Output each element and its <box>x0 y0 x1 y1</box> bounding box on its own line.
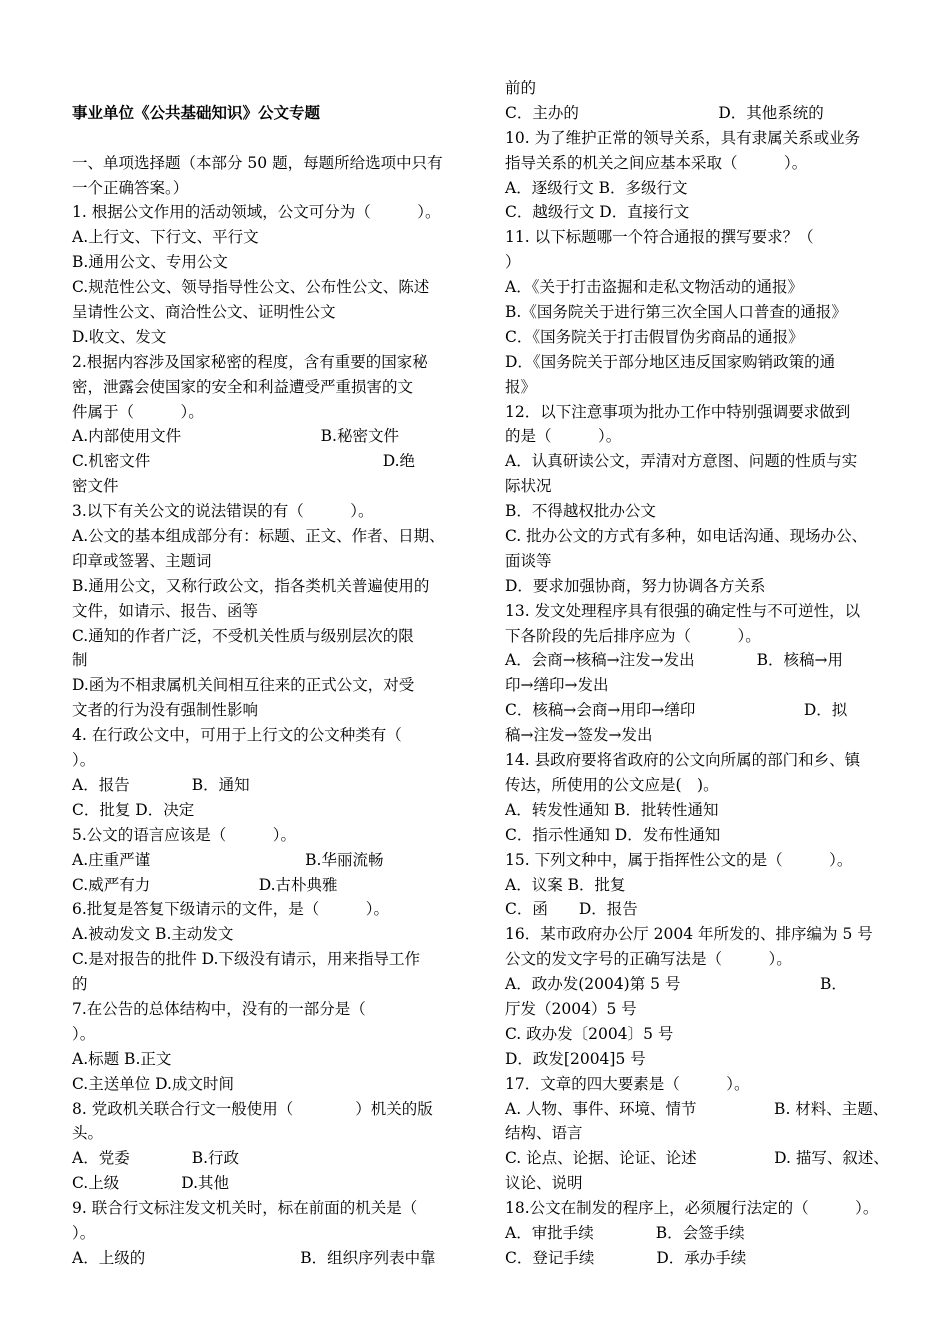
text-line: D．《国务院关于部分地区违反国家购销政策的通 <box>505 352 836 371</box>
text-line: C. 政办发〔2004〕5 号 <box>505 1024 674 1043</box>
text-line: A. 人物、事件、环境、情节 B. 材料、主题、 <box>505 1099 889 1118</box>
text-line: 议论、说明 <box>505 1174 583 1193</box>
text-line: 文件，如请示、报告、函等 <box>72 601 259 620</box>
text-line: 面谈等 <box>505 551 552 570</box>
text-line: 4. 在行政公文中，可用于上行文的公文种类有（ <box>72 726 402 745</box>
text-line: 的 <box>72 975 88 994</box>
text-line: 传达，所使用的公文应是( )。 <box>505 775 719 794</box>
text-line: C. 批办公文的方式有多种，如电话沟通、现场办公、 <box>505 527 868 546</box>
text-line <box>72 76 450 101</box>
text-line: 12．以下注意事项为批办工作中特别强调要求做到 <box>505 402 851 421</box>
text-line: 的是（ ）。 <box>505 427 622 446</box>
text-line: 前的 <box>505 79 537 97</box>
text-line: 9. 联合行文标注发文机关时，标在前面的机关是（ <box>72 1199 418 1218</box>
text-line: 印→缮印→发出 <box>505 676 609 695</box>
text-line: 报》 <box>505 377 537 396</box>
text-line: C．批复 D．决定 <box>72 800 195 819</box>
text-line: C.上级 D.其他 <box>72 1174 230 1193</box>
text-line: 结构、语言 <box>505 1124 583 1143</box>
text-line: 密，泄露会使国家的安全和利益遭受严重损害的文 <box>72 377 414 396</box>
text-line: 呈请性公文、商洽性公文、证明性公文 <box>72 303 336 322</box>
text-line: A．会商→核稿→注发→发出 B．核稿→用 <box>505 651 844 670</box>
text-line: A．审批手续 B．会签手续 <box>505 1223 745 1242</box>
text-line: C.规范性公文、领导指导性公文、公布性公文、陈述 <box>72 278 430 297</box>
text-line: B．不得越权批办公文 <box>505 502 656 521</box>
text-line: 印章或签署、主题词 <box>72 551 212 570</box>
text-line: A.庄重严谨 B.华丽流畅 <box>72 850 384 869</box>
text-line: 密文件 <box>72 477 119 496</box>
text-line: 3.以下有关公文的说法错误的有（ ）。 <box>72 502 374 521</box>
text-line: A.内部使用文件 B.秘密文件 <box>72 427 399 446</box>
text-line: 16．某市政府办公厅 2004 年所发的、排序编为 5 号 <box>505 925 873 944</box>
text-line: A．转发性通知 B．批转性通知 <box>505 800 719 819</box>
text-line: C. 论点、论据、论证、论述 D. 描写、叙述、 <box>505 1149 889 1168</box>
text-line: D.收文、发文 <box>72 327 167 346</box>
text-line: 稿→注发→签发→发出 <box>505 726 653 745</box>
text-line: A．报告 B．通知 <box>72 775 250 794</box>
text-line: 13. 发文处理程序具有很强的确定性与不可逆性，以 <box>505 601 861 620</box>
text-line: ） <box>505 253 521 272</box>
text-line: D.函为不相隶属机关间相互往来的正式公文，对受 <box>72 676 415 695</box>
text-line: 10. 为了维护正常的领导关系，具有隶属关系或业务 <box>505 128 861 147</box>
text-line: 一个正确答案。） <box>72 178 189 197</box>
text-line: C.威严有力 D.古朴典雅 <box>72 875 338 894</box>
text-line: C．指示性通知 D．发布性通知 <box>505 825 721 844</box>
text-line: A.标题 B.正文 <box>72 1049 172 1068</box>
text-line: 11. 以下标题哪一个符合通报的撰写要求？（ <box>505 228 814 247</box>
text-line: 14. 县政府要将省政府的公文向所属的部门和乡、镇 <box>505 751 861 770</box>
text-line: C．主办的 D．其他系统的 <box>505 103 824 122</box>
text-line: 件属于（ ）。 <box>72 402 204 421</box>
text-line: A.公文的基本组成部分有：标题、正文、作者、日期、 <box>72 527 445 546</box>
text-line: C.机密文件 D.绝 <box>72 452 416 471</box>
text-line: C．登记手续 D．承办手续 <box>505 1248 747 1267</box>
text-line: A．议案 B．批复 <box>505 875 626 894</box>
text-line: 际状况 <box>505 477 552 496</box>
text-line: A．政办发(2004)第 5 号 B． <box>505 975 847 994</box>
text-line: 下各阶段的先后排序应为（ ）。 <box>505 626 761 645</box>
text-line: C.是对报告的批件 D.下级没有请示，用来指导工作 <box>72 950 420 969</box>
text-line: B.《国务院关于进行第三次全国人口普查的通报》 <box>505 303 847 322</box>
text-line: A．逐级行文 B．多级行文 <box>505 178 688 197</box>
text-line <box>72 126 450 151</box>
text-line: C.主送单位 D.成文时间 <box>72 1074 234 1093</box>
text-line: C．核稿→会商→用印→缮印 D．拟 <box>505 701 848 720</box>
text-line: 7.在公告的总体结构中，没有的一部分是（ <box>72 999 366 1018</box>
text-line: D．要求加强协商，努力协调各方关系 <box>505 576 766 595</box>
text-line: C．函 D．报告 <box>505 900 638 919</box>
text-line: B.通用公文，又称行政公文，指各类机关普遍使用的 <box>72 576 430 595</box>
text-line: 头。 <box>72 1124 104 1143</box>
text-line: C.通知的作者广泛，不受机关性质与级别层次的限 <box>72 626 414 645</box>
right-column <box>505 76 890 1271</box>
text-line: 厅发（2004）5 号 <box>505 999 637 1018</box>
text-line: 2.根据内容涉及国家秘密的程度，含有重要的国家秘 <box>72 352 428 371</box>
text-line: 18.公文在制发的程序上，必须履行法定的（ ）。 <box>505 1199 879 1218</box>
text-line: 6.批复是答复下级请示的文件，是（ ）。 <box>72 900 390 919</box>
left-column <box>72 76 450 1271</box>
text-line: ）。 <box>72 1223 96 1242</box>
text-line: A．认真研读公文，弄清对方意图、问题的性质与实 <box>505 452 858 471</box>
text-line: 一、单项选择题（本部分 50 题，每题所给选项中只有 <box>72 153 443 172</box>
text-line: C．越级行文 D．直接行文 <box>505 203 690 222</box>
text-line: B.通用公文、专用公文 <box>72 253 228 272</box>
text-line: ）。 <box>72 751 96 770</box>
text-line: 文者的行为没有强制性影响 <box>72 701 259 720</box>
document-title: 事业单位《公共基础知识》公文专题 <box>72 102 321 122</box>
text-line: 公文的发文字号的正确写法是（ ）。 <box>505 950 792 969</box>
text-line: 1. 根据公文作用的活动领域，公文可分为（ ）。 <box>72 203 441 222</box>
text-line: A．上级的 B．组织序列表中靠 <box>72 1248 436 1267</box>
text-line: 17．文章的四大要素是（ ）。 <box>505 1074 750 1093</box>
text-line: 15. 下列文种中，属于指挥性公文的是（ ）。 <box>505 850 853 869</box>
text-line: 制 <box>72 651 88 670</box>
text-line: A．党委 B.行政 <box>72 1149 240 1168</box>
text-line: A．《关于打击盗掘和走私文物活动的通报》 <box>505 278 803 297</box>
text-line: A.被动发文 B.主动发文 <box>72 925 234 944</box>
text-line: C．《国务院关于打击假冒伪劣商品的通报》 <box>505 327 804 346</box>
text-line: A.上行文、下行文、平行文 <box>72 228 259 247</box>
text-line: D．政发[2004]5 号 <box>505 1049 646 1068</box>
text-line: 5.公文的语言应该是（ ）。 <box>72 825 297 844</box>
text-line: ）。 <box>72 1024 96 1043</box>
text-line: 8. 党政机关联合行文一般使用（ ）机关的版 <box>72 1099 433 1118</box>
text-line: 指导关系的机关之间应基本采取（ ）。 <box>505 153 808 172</box>
